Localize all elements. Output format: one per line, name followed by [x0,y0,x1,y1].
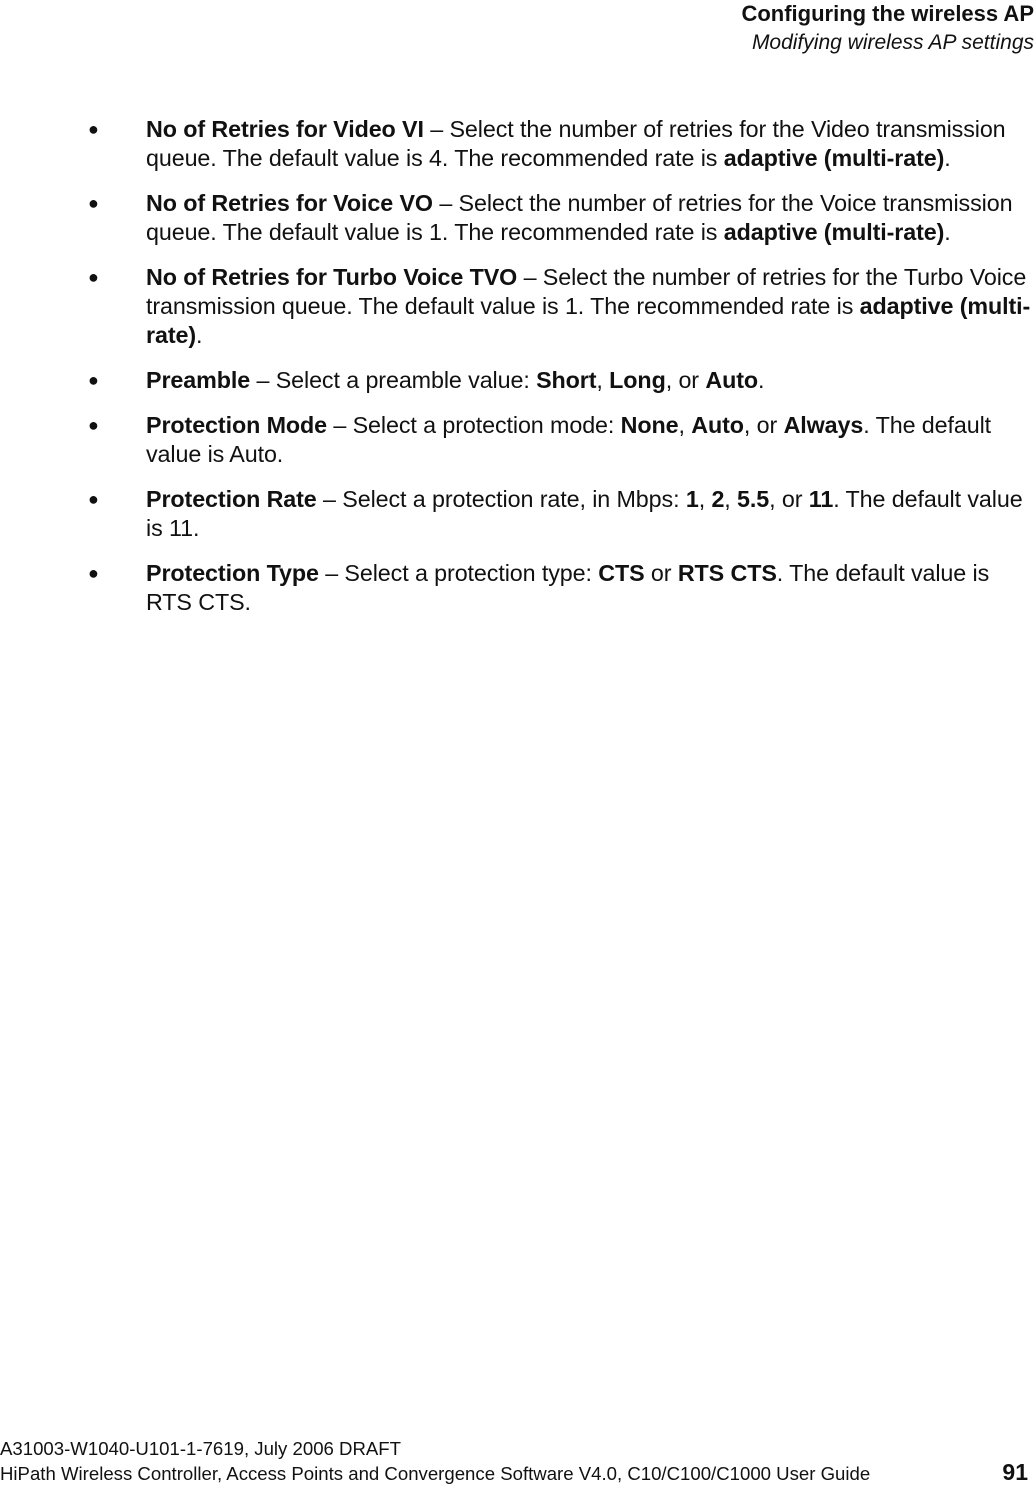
description-text: or [644,560,678,586]
description-text: – Select the number of retries for the Video transmission queue. The default value is 4. The recommended rate is [146,116,1006,171]
settings-list [88,115,1034,633]
description-text: – Select the number of retries for the Turbo Voice transmission queue. The default value is 1. The recommended rate is [146,264,1027,319]
footer-guide-title: HiPath Wireless Controller, Access Points and Convergence Software V4.0, C10/C100/C1000 User Guide [0,1463,871,1484]
bold-term: RTS CTS [677,560,777,586]
description-text: – Select a protection rate, in Mbps: [316,486,686,512]
list-item [88,115,1034,173]
bold-term: Always [783,412,864,438]
bold-term: 5.5 [737,486,770,512]
bullet-icon: ● [88,370,99,390]
description-text: . [196,322,203,348]
description-text: – Select a protection type: [318,560,599,586]
description-text: , or [743,412,784,438]
description-text: – Select a preamble value: [250,367,537,393]
bold-term: 2 [711,486,725,512]
bold-term: Short [536,367,597,393]
chapter-title: Configuring the wireless AP [741,1,1034,26]
bold-term: No of Retries for Video VI [146,116,424,142]
bold-term: Auto [705,367,758,393]
running-header [741,0,1034,58]
bullet-icon: ● [88,119,99,139]
description-text: . [758,367,765,393]
description-text: , [724,486,738,512]
bold-term: Protection Type [146,560,319,586]
list-item [88,366,1034,395]
description-text: . The default value is 11. [146,486,1023,541]
description-text: , [678,412,692,438]
description-text: – Select the number of retries for the Voice transmission queue. The default value is 1. The recommended rate is [146,190,1013,245]
list-item [88,263,1034,350]
section-title: Modifying wireless AP settings [751,31,1034,54]
bold-term: adaptive (multi-rate) [146,293,1031,348]
list-item [88,485,1034,543]
description-text: . [944,219,951,245]
list-item [88,189,1034,247]
description-text: . The default value is RTS CTS. [146,560,990,615]
bold-term: adaptive (multi-rate) [723,219,945,245]
page-footer [0,1436,1036,1486]
bold-term: Long [609,367,666,393]
page-number: 91 [1002,1459,1028,1485]
bullet-icon: ● [88,489,99,509]
bold-term: Protection Mode [146,412,327,438]
bold-term: 11 [808,486,834,512]
description-text: , or [769,486,809,512]
bullet-icon: ● [88,267,99,287]
description-text: . [944,145,951,171]
bold-term: adaptive (multi-rate) [723,145,945,171]
list-item [88,559,1034,617]
bold-term: Preamble [146,367,251,393]
description-text: , [596,367,610,393]
bold-term: 1 [685,486,699,512]
bullet-icon: ● [88,193,99,213]
bold-term: CTS [598,560,645,586]
bold-term: None [620,412,679,438]
bullet-icon: ● [88,563,99,583]
bold-term: Auto [691,412,744,438]
bullet-icon: ● [88,415,99,435]
description-text: . The default value is Auto. [146,412,992,467]
footer-doc-id: A31003-W1040-U101-1-7619, July 2006 DRAFT [0,1438,402,1459]
description-text: – Select a protection mode: [327,412,621,438]
bold-term: No of Retries for Voice VO [146,190,433,216]
bold-term: Protection Rate [146,486,317,512]
list-item [88,411,1034,469]
bold-term: No of Retries for Turbo Voice TVO [146,264,518,290]
description-text: , or [665,367,706,393]
description-text: , [698,486,712,512]
